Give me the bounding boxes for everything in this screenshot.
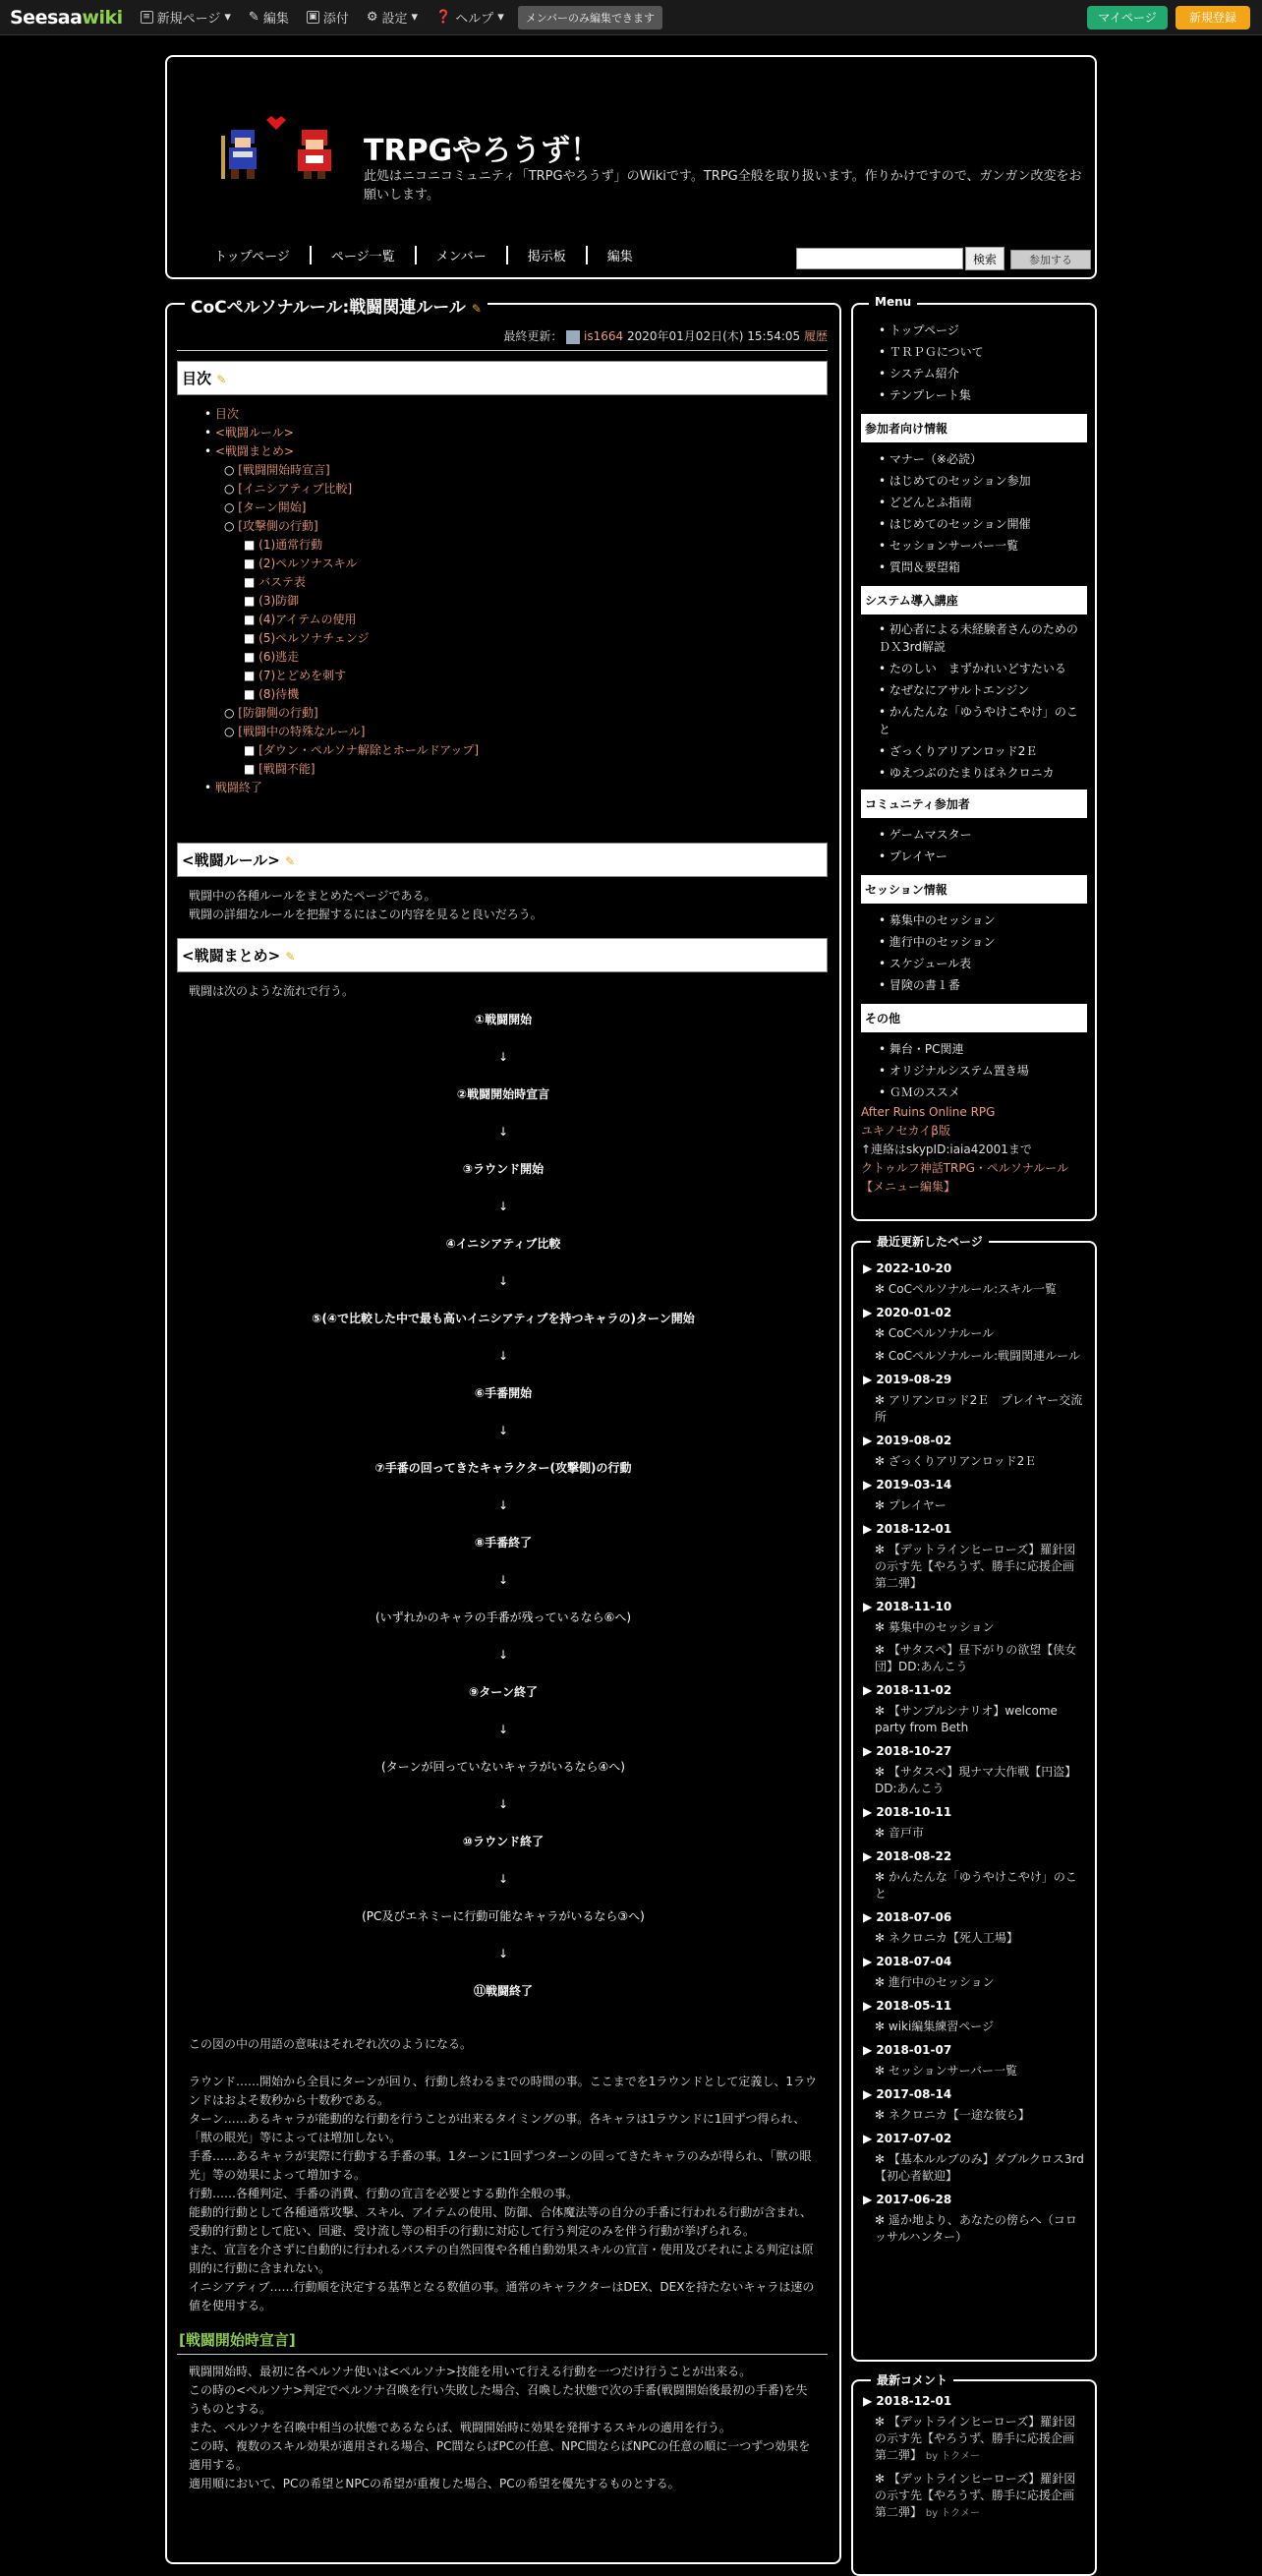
search-button[interactable]: 検索 [965, 247, 1004, 270]
flow-note: (ターンが回っていないキャラがいるなら④へ) [381, 1760, 625, 1774]
comment-item[interactable]: ✻ 【デットラインヒーローズ】羅針図の示す先【やろうず、勝手に応援企画第二弾】 by トクメー [863, 2471, 1085, 2522]
recent-date: ▶ 2018-05-11 [863, 1999, 1085, 2013]
toc-item [204, 536, 830, 555]
battle-rules-heading: <戦闘ルール> ✎ [177, 843, 828, 877]
toc-list [177, 405, 830, 797]
sidebar-menu-item[interactable]: • マナー（※必読） [879, 448, 1087, 470]
start-declaration-text [177, 2363, 830, 2493]
toc-link[interactable]: [攻撃側の行動] [238, 519, 318, 533]
recent-date: ▶ 2019-08-02 [863, 1434, 1085, 1447]
toc-item [204, 611, 830, 629]
toc-item [204, 704, 830, 723]
sidebar-menu-item[interactable]: • 進行中のセッション [879, 931, 1087, 953]
latest-comments [851, 2373, 1097, 2576]
nav-page-list[interactable]: ページ一覧 [312, 246, 417, 264]
recent-item[interactable]: ✻ かんたんな「ゆうやけこやけ」のこと [863, 1869, 1085, 1903]
sidebar-menu-item[interactable]: • 舞台・PC関連 [879, 1038, 1087, 1060]
start-decl-line: この時、複数のスキル効果が適用される場合、PC間ならばPCの任意、NPC間ならばNPCの任意の順に一つずつ効果を適用する。 [189, 2439, 811, 2472]
menu-edit-link[interactable]: 【メニュー編集】 [861, 1180, 956, 1194]
recent-date: ▶ 2019-08-29 [863, 1373, 1085, 1386]
recent-date: ▶ 2017-08-14 [863, 2087, 1085, 2101]
sidebar-menu-item[interactable]: • どどんとふ指南 [879, 492, 1087, 513]
menu-top-list [861, 320, 1087, 406]
recent-item[interactable]: ✻ ネクロニカ【一途な彼ら】 [863, 2107, 1085, 2124]
flow-step: ②戦闘開始時宣言 [456, 1087, 550, 1101]
recent-date: ▶ 2017-06-28 [863, 2193, 1085, 2206]
edit-icon: ✎ [248, 10, 259, 25]
join-button[interactable]: 参加する [1010, 250, 1091, 269]
recent-item[interactable]: ✻ 【デットラインヒーローズ】羅針図の示す先【やろうず、勝手に応援企画第二弾】 [863, 1542, 1085, 1592]
sidebar-menu-item[interactable]: • セッションサーバー一覧 [879, 535, 1087, 556]
toc-link[interactable]: (8)待機 [258, 687, 300, 701]
toc-item [204, 685, 830, 704]
mypage-button[interactable]: マイページ [1087, 6, 1168, 29]
recent-item[interactable]: ✻ 音戸市 [863, 1825, 1085, 1842]
start-decl-line: この時の<ペルソナ>判定でペルソナ召喚を行い失敗した場合、召喚した状態で次の手番(戦闘開始後最初の手番)を失うものとする。 [189, 2383, 808, 2416]
recent-item[interactable]: ✻ 【サタスペ】現ナマ大作戦【円盗】 DD:あんこう [863, 1764, 1085, 1797]
top-bar [0, 0, 1262, 35]
sidebar-menu-item[interactable]: • ＴＲＰＧについて [879, 341, 1087, 363]
toc-link[interactable]: (6)逃走 [258, 650, 300, 664]
last-updated: 最終更新： is1664 2020年01月02日(木) 15:54:05 履歴 [177, 327, 828, 351]
image-icon: ▣ [307, 11, 319, 24]
toc-link[interactable]: (7)とどめを刺す [258, 669, 347, 682]
site-description: 此処はニコニコミュニティ「TRPGやろうず」のWikiです。TRPG全般を取り扱います。作りかけですので、ガンガン改変をお願いします。 [364, 169, 1082, 203]
seesaa-wiki-logo[interactable]: Seesaawiki [10, 6, 123, 29]
site-title[interactable]: TRPGやろうず！ [364, 134, 601, 168]
toc-item [204, 592, 830, 611]
recent-date: ▶ 2018-10-27 [863, 1744, 1085, 1758]
flow-step: ④イニシアティブ比較 [445, 1237, 561, 1251]
term-line: 行動……各種判定、手番の消費、行動の宣言を必要とする動作全般の事。 [189, 2187, 579, 2200]
sidebar-menu-item[interactable]: • ＧＭのススメ [879, 1082, 1087, 1103]
flow-step: ⑤(④で比較した中で最も高いイニシアティブを持つキャラの)ターン開始 [312, 1312, 695, 1325]
recent-item[interactable]: ✻ ネクロニカ【死人工場】 [863, 1930, 1085, 1947]
toc-link[interactable]: [防御側の行動] [238, 706, 318, 720]
flow-arrow: ↓ [497, 1050, 509, 1064]
flow-step: ⑪戦闘終了 [473, 1984, 533, 1998]
recent-date: ▶ 2022-10-20 [863, 1261, 1085, 1275]
menu-other-list [861, 1038, 1087, 1103]
main-content [165, 298, 841, 2564]
toc-item [204, 424, 830, 442]
battle-flow [177, 1001, 830, 2010]
menu-group-title: 参加者向け情報 [861, 414, 1087, 442]
menu-group-title: システム導入講座 [861, 586, 1087, 615]
toc-link[interactable]: [イニシアティブ比較] [238, 482, 353, 496]
toc-item [204, 667, 830, 685]
help-icon: ❓ [435, 10, 452, 25]
menu-system-list [861, 620, 1087, 782]
recent-item[interactable]: ✻ 【基本ルルブのみ】ダブルクロス3rd【初心者歓迎】 [863, 2151, 1085, 2185]
toc-item [204, 723, 830, 741]
sidebar-menu-item[interactable]: • ゆえつぶのたまりばネクロニカ [879, 764, 1087, 782]
flow-note: (いずれかのキャラの手番が残っているなら⑥へ) [374, 1610, 632, 1624]
gear-icon: ⚙ [366, 10, 378, 25]
toc-link[interactable]: (5)ペルソナチェンジ [258, 631, 370, 645]
toc-item [204, 405, 830, 424]
toc-heading: 目次 ✎ [177, 361, 828, 395]
flow-step: ⑥手番開始 [474, 1386, 533, 1400]
menu-group-title: コミュニティ参加者 [861, 790, 1087, 818]
term-line: 能動的行動として各種通常攻撃、スキル、アイテムの使用、防御、合体魔法等の自分の手番に行われる行動が含まれ、 [189, 2205, 812, 2219]
menu-group-title: その他 [861, 1004, 1087, 1032]
sidebar-menu-item[interactable]: • 冒険の書１番 [879, 974, 1087, 996]
sidebar-menu-item[interactable]: • 質問＆要望箱 [879, 556, 1087, 578]
new-page-icon: ≡ [141, 11, 153, 24]
toc-link[interactable]: 戦闘終了 [214, 781, 262, 794]
recent-item[interactable]: ✻ 【サタスペ】昼下がりの欲望【侠女団】DD:あんこう [863, 1642, 1085, 1675]
menu-session-list [861, 909, 1087, 996]
recent-title: 最近更新したページ [871, 1233, 989, 1250]
toc-item [204, 741, 830, 760]
sidebar-menu-item[interactable]: • かんたんな「ゆうやけこやけ」のこと [879, 703, 1087, 738]
search-input[interactable] [796, 248, 963, 269]
toc-link[interactable]: [ダウン・ペルソナ解除とホールドアップ] [258, 743, 480, 757]
toc-link[interactable]: (1)通常行動 [258, 538, 323, 552]
recent-item[interactable]: ✻ CoCペルソナルール [863, 1325, 1085, 1342]
flow-arrow: ↓ [497, 1648, 509, 1662]
recent-date: ▶ 2018-08-22 [863, 1849, 1085, 1863]
sidebar-menu-item[interactable]: • たのしい まずかれいどすたいる [879, 660, 1087, 677]
flow-step: ①戦闘開始 [474, 1013, 533, 1026]
flow-arrow: ↓ [497, 1274, 509, 1288]
sidebar-menu-item[interactable]: • ゲームマスター [879, 824, 1087, 846]
flow-arrow: ↓ [497, 1723, 509, 1736]
start-declaration-heading: [戦闘開始時宣言] [177, 2325, 828, 2355]
terms-intro: この図の中の用語の意味はそれぞれ次のようになる。 [189, 2037, 473, 2051]
term-line: イニシアティブ……行動順を決定する基準となる数値の事。通常のキャラクターはDEX、DEXを持たないキャラは速の値を使用する。 [189, 2280, 815, 2313]
flow-arrow: ↓ [497, 1797, 509, 1811]
sidebar-menu-item[interactable]: • なぜなにアサルトエンジン [879, 681, 1087, 699]
term-line: ラウンド……開始から全員にターンが回り、行動し終わるまでの時間の事。ここまでを1ラウンドとして定義し、1ラウンドはおよそ数秒から十数秒である。 [189, 2075, 818, 2107]
battle-summary-heading: <戦闘まとめ> ✎ [177, 938, 828, 972]
toc-item [204, 498, 830, 517]
recent-date: ▶ 2018-10-11 [863, 1805, 1085, 1819]
flow-step: ⑦手番の回ってきたキャラクター(攻撃側)の行動 [374, 1461, 632, 1475]
edit-pencil-icon[interactable]: ✎ [285, 854, 296, 868]
menu-group-title: セッション情報 [861, 875, 1087, 904]
flow-step: ③ラウンド開始 [462, 1162, 545, 1176]
recent-item[interactable]: ✻ 進行中のセッション [863, 1974, 1085, 1991]
recent-updates [851, 1235, 1097, 2362]
recent-item[interactable]: ✻ プレイヤー [863, 1497, 1085, 1514]
term-line: また、宣言を介さずに自動的に行われるバステの自然回復や各種自動効果スキルの宣言・使用及びそれによる判定は原則的に行動に含まれない。 [189, 2243, 814, 2275]
history-link[interactable]: 履歴 [803, 329, 828, 343]
flow-note: (PC及びエネミーに行動可能なキャラがいるなら③へ) [362, 1909, 645, 1923]
recent-item[interactable]: ✻ wiki編集練習ページ [863, 2019, 1085, 2035]
comment-item[interactable]: ✻ 【デットラインヒーローズ】羅針図の示す先【やろうず、勝手に応援企画第二弾】 by トクメー [863, 2414, 1085, 2465]
site-header [165, 55, 1097, 279]
toc-item [204, 517, 830, 536]
sidebar-menu-item[interactable]: • はじめてのセッション参加 [879, 470, 1087, 492]
toc-link[interactable]: (2)ペルソナスキル [258, 556, 358, 570]
flow-arrow: ↓ [497, 1573, 509, 1587]
toc-item [204, 779, 830, 797]
toc-link[interactable]: <戦闘ルール> [214, 426, 294, 439]
recent-item[interactable]: ✻ 遥か地より、あなたの傍らへ（コロッサルハンター） [863, 2212, 1085, 2246]
edit-permission-note: メンバーのみ編集できます [518, 6, 662, 29]
recent-date: ▶ 2018-11-10 [863, 1600, 1085, 1613]
menu-note: ↑連絡はskypID:iaia42001まで [861, 1142, 1032, 1156]
sidebar-menu [851, 295, 1097, 1221]
toc-link[interactable]: (3)防御 [258, 594, 300, 608]
avatar [566, 330, 580, 344]
settings-menu[interactable]: ⚙ 設定 ▾ [366, 10, 419, 27]
menu-extra-links [861, 1103, 1087, 1197]
global-nav [214, 246, 653, 264]
sidebar-menu-item[interactable]: • ざっくりアリアンロッド2Ｅ [879, 742, 1087, 760]
flow-step: ⑧手番終了 [474, 1536, 533, 1550]
comments-title: 最新コメント [871, 2371, 953, 2388]
flow-arrow: ↓ [497, 1424, 509, 1437]
toc-item [204, 480, 830, 498]
battle-summary-intro: 戦闘は次のような流れで行う。 [189, 984, 355, 998]
recent-date: ▶ 2018-12-01 [863, 1522, 1085, 1536]
toc-item [204, 760, 830, 779]
toc-link[interactable]: 目次 [214, 407, 239, 421]
flow-arrow: ↓ [497, 1947, 509, 1961]
sidebar-menu-item[interactable]: • システム紹介 [879, 363, 1087, 384]
flow-arrow: ↓ [497, 1125, 509, 1139]
sidebar-menu-item[interactable]: • 初心者による未経験者さんのためのＤＸ3rd解説 [879, 620, 1087, 656]
chevron-down-icon: ▾ [411, 10, 419, 25]
comment-date: ▶ 2018-12-01 [863, 2394, 1085, 2408]
term-line: ターン……あるキャラが能動的な行動を行うことが出来るタイミングの事。各キャラは1ラウンドに1回ずつ得られ、「獣の眼光」等によっては増加しない。 [189, 2112, 806, 2144]
toc-link[interactable]: [戦闘中の特殊なルール] [238, 725, 366, 738]
term-line: 受動的行動として庇い、回避、受け流し等の相手の行動に対応して行う判定のみを伴う行動が挙げられる。 [189, 2224, 756, 2238]
signup-button[interactable]: 新規登録 [1176, 6, 1250, 29]
recent-date: ▶ 2018-07-04 [863, 1955, 1085, 1968]
recent-date: ▶ 2017-07-02 [863, 2132, 1085, 2145]
edit-menu[interactable]: ✎ 編集 [248, 10, 289, 27]
toc-item [204, 461, 830, 480]
start-decl-line: また、ペルソナを召喚中相当の状態であるならば、戦闘開始時に効果を発揮するスキルの適用を行う。 [189, 2421, 731, 2434]
recent-item[interactable]: ✻ セッションサーバー一覧 [863, 2063, 1085, 2079]
toc-link[interactable]: [ターン開始] [238, 500, 307, 514]
chevron-down-icon: ▾ [497, 10, 504, 25]
new-page-menu[interactable]: ≡ 新規ページ ▾ [141, 8, 231, 27]
recent-item[interactable]: ✻ アリアンロッド2Ｅ プレイヤー交流所 [863, 1392, 1085, 1426]
menu-link[interactable]: After Ruins Online RPG [861, 1105, 996, 1119]
edit-pencil-icon[interactable]: ✎ [471, 302, 482, 316]
toc-link[interactable]: [戦闘不能] [258, 762, 316, 776]
flow-arrow: ↓ [497, 1349, 509, 1363]
menu-link[interactable]: クトゥルフ神話TRPG・ペルソナルール [861, 1161, 1069, 1175]
sidebar-menu-item[interactable]: • オリジナルシステム置き場 [879, 1060, 1087, 1082]
chevron-down-icon: ▾ [224, 10, 231, 25]
sidebar-menu-item[interactable]: • テンプレート集 [879, 384, 1087, 406]
toc-link[interactable]: [戦闘開始時宣言] [238, 463, 330, 477]
recent-item[interactable]: ✻ CoCペルソナルール:戦闘関連ルール [863, 1348, 1085, 1365]
flow-arrow: ↓ [497, 1498, 509, 1512]
start-decl-line: 適用順において、PCの希望とNPCの希望が重複した場合、PCの希望を優先するものとする。 [189, 2477, 680, 2490]
toc-item [204, 442, 830, 461]
toc-item [204, 648, 830, 667]
terms-list [177, 2073, 830, 2315]
recent-item[interactable]: ✻ ざっくりアリアンロッド2Ｅ [863, 1453, 1085, 1470]
flow-arrow: ↓ [497, 1200, 509, 1213]
menu-participant-list [861, 448, 1087, 578]
page-title: CoCペルソナルール:戦闘関連ルール ✎ [185, 293, 488, 318]
author-link[interactable]: is1664 [584, 329, 624, 343]
edit-pencil-icon[interactable]: ✎ [285, 950, 296, 964]
term-line: 手番……あるキャラが実際に行動する手番の事。1ターンに1回ずつターンの回ってきたキャラのみが得られ、「獣の眼光」等の効果によって増加する。 [189, 2149, 812, 2182]
recent-date: ▶ 2018-07-06 [863, 1910, 1085, 1924]
menu-title: Menu [869, 295, 917, 309]
toc-item [204, 573, 830, 592]
sidebar-menu-item[interactable]: • トップページ [879, 320, 1087, 341]
help-menu[interactable]: ❓ ヘルプ ▾ [435, 10, 504, 27]
flow-arrow: ↓ [497, 1872, 509, 1886]
recent-date: ▶ 2018-11-02 [863, 1683, 1085, 1697]
edit-pencil-icon[interactable]: ✎ [216, 373, 227, 386]
nav-members[interactable]: メンバー [417, 246, 508, 264]
start-decl-line: 戦闘開始時、最初に各ペルソナ使いは<ペルソナ>技能を用いて行える行動を一つだけ行うことが出来る。 [189, 2365, 752, 2378]
attach-menu[interactable]: ▣ 添付 [307, 8, 349, 27]
sidebar-menu-item[interactable]: • 募集中のセッション [879, 909, 1087, 931]
header-character-sprites [211, 116, 349, 195]
recent-date: ▶ 2019-03-14 [863, 1478, 1085, 1492]
menu-community-list [861, 824, 1087, 867]
sidebar-menu-item[interactable]: • スケジュール表 [879, 953, 1087, 974]
toc-link[interactable]: バステ表 [258, 575, 306, 589]
recent-item[interactable]: ✻ 募集中のセッション [863, 1619, 1085, 1636]
flow-step: ⑨ターン終了 [469, 1685, 538, 1699]
toc-item [204, 555, 830, 573]
sidebar-menu-item[interactable]: • プレイヤー [879, 846, 1087, 867]
recent-date: ▶ 2018-01-07 [863, 2043, 1085, 2057]
recent-date: ▶ 2020-01-02 [863, 1306, 1085, 1319]
recent-item[interactable]: ✻ 【サンプルシナリオ】welcome party from Beth [863, 1703, 1085, 1736]
nav-top-page[interactable]: トップページ [214, 246, 312, 264]
toc-link[interactable]: (4)アイテムの使用 [258, 613, 357, 626]
battle-rules-text: 戦闘中の各種ルールをまとめたページである。 戦闘の詳細なルールを把握するにはこの内容を見ると良いだろう。 [189, 889, 543, 921]
toc-link[interactable]: <戦闘まとめ> [214, 444, 295, 458]
nav-edit[interactable]: 編集 [606, 250, 633, 264]
recent-item[interactable]: ✻ CoCペルソナルール:スキル一覧 [863, 1281, 1085, 1298]
recent-list [863, 1261, 1085, 2246]
sidebar-menu-item[interactable]: • はじめてのセッション開催 [879, 513, 1087, 535]
toc-item [204, 629, 830, 648]
nav-bbs[interactable]: 掲示板 [508, 246, 588, 264]
menu-link[interactable]: ユキノセカイβ版 [861, 1124, 950, 1138]
flow-step: ⑩ラウンド終了 [462, 1835, 545, 1848]
